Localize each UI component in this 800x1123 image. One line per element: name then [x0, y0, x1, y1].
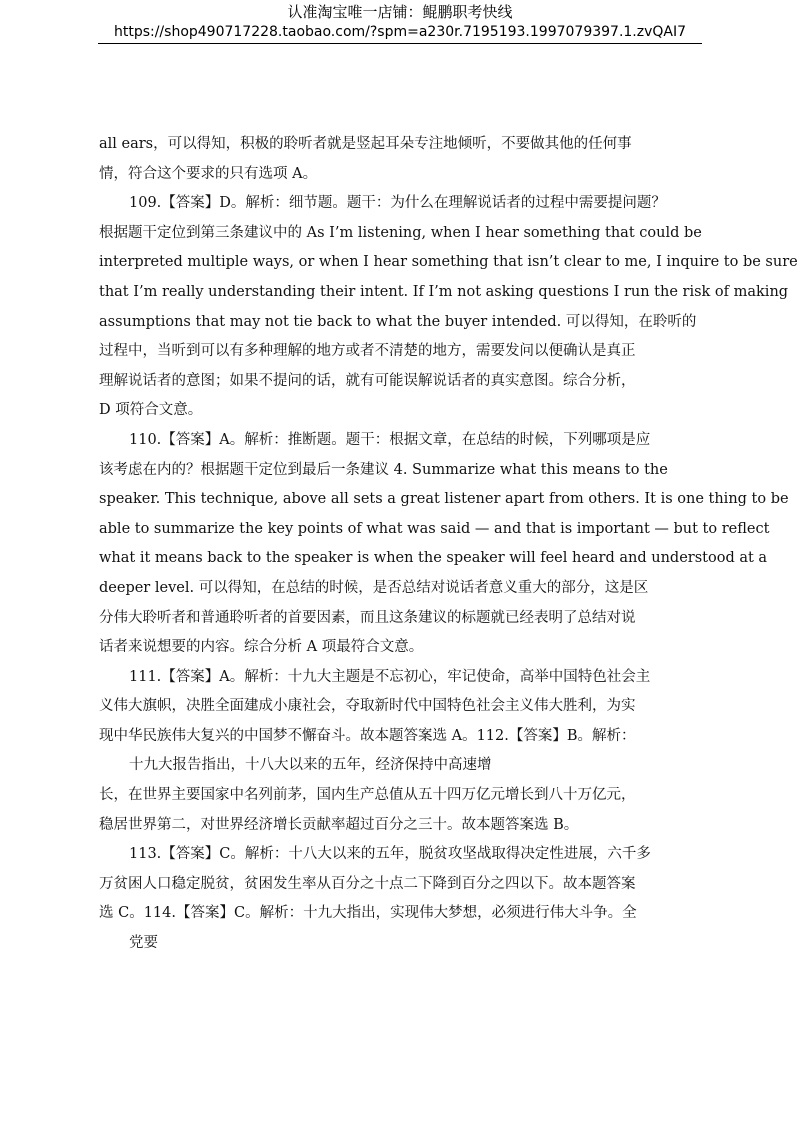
text-line: D 项符合文意。: [99, 402, 203, 419]
header-divider: [98, 43, 702, 44]
page-header: [0, 0, 800, 46]
document-body: [99, 130, 798, 959]
text-line: speaker. This technique, above all sets a great listener apart from others. It is one thing to be: [99, 491, 789, 508]
text-line: 党要: [129, 935, 158, 952]
text-line: deeper level. 可以得知，在总结的时候，是否总结对说话者意义重大的部分，这是区: [99, 579, 649, 596]
text-line: 分伟大聆听者和普通聆听者的首要因素，而且这条建议的标题就已经表明了总结对说: [99, 609, 636, 626]
answer-110-line: 110.【答案】A。解析：推断题。题干：根据文章，在总结的时候，下列哪项是应: [129, 431, 651, 448]
text-line: 过程中，当听到可以有多种理解的地方或者不清楚的地方，需要发问以便确认是真正: [99, 343, 636, 360]
text-line: that I’m really understanding their intent. If I’m not asking questions I run the risk of making: [99, 283, 789, 300]
text-line: 万贫困人口稳定脱贫，贫困发生率从百分之十点二下降到百分之四以下。故本题答案: [99, 875, 636, 892]
text-line: 现中华民族伟大复兴的中国梦不懈奋斗。故本题答案选 A。112.【答案】B。解析：: [99, 727, 636, 744]
text-line: 理解说话者的意图；如果不提问的话，就有可能误解说话者的真实意图。综合分析，: [99, 372, 636, 389]
text-line: all ears，可以得知，积极的聆听者就是竖起耳朵专注地倾听，不要做其他的任何事: [99, 136, 632, 152]
text-line: 选 C。114.【答案】C。解析：十九大指出，实现伟大梦想，必须进行伟大斗争。全: [99, 905, 637, 922]
text-line: 话者来说想要的内容。综合分析 A 项最符合文意。: [99, 639, 424, 656]
text-line: 稳居世界第二，对世界经济增长贡献率超过百分之三十。故本题答案选 B。: [99, 816, 579, 833]
text-line: 该考虑在内的？根据题干定位到最后一条建议 4. Summarize what this means to the: [99, 461, 668, 478]
answer-109-line: 109.【答案】D。解析：细节题。题干：为什么在理解说话者的过程中需要提问题？: [129, 195, 666, 212]
text-line: 情，符合这个要求的只有选项 A。: [99, 165, 318, 182]
text-line: 根据题干定位到第三条建议中的 As I’m listening, when I hear something that could be: [99, 224, 702, 241]
text-line: what it means back to the speaker is when the speaker will feel heard and understood at a: [99, 550, 768, 567]
text-line: interpreted multiple ways, or when I hear something that isn’t clear to me, I inquire to be sure: [99, 254, 798, 271]
text-line: able to summarize the key points of what was said — and that is important — but to reflect: [99, 520, 770, 537]
text-line: 长，在世界主要国家中名列前茅，国内生产总值从五十四万亿元增长到八十万亿元，: [99, 787, 636, 804]
text-line: assumptions that may not tie back to what the buyer intended. 可以得知，在聆听的: [99, 313, 697, 330]
shop-notice: 认准淘宝唯一店铺：鲲鹏职考快线: [287, 3, 513, 21]
answer-111-line: 111.【答案】A。解析：十九大主题是不忘初心，牢记使命，高举中国特色社会主: [129, 668, 651, 685]
shop-url: https://shop490717228.taobao.com/?spm=a230r.7195193.1997079397.1.zvQAI7: [113, 24, 687, 40]
text-line: 十九大报告指出，十八大以来的五年，经济保持中高速增: [129, 757, 492, 774]
answer-113-line: 113.【答案】C。解析：十八大以来的五年，脱贫攻坚战取得决定性进展，六千多: [129, 846, 651, 863]
text-line: 义伟大旗帜，决胜全面建成小康社会，夺取新时代中国特色社会主义伟大胜利，为实: [99, 698, 636, 715]
